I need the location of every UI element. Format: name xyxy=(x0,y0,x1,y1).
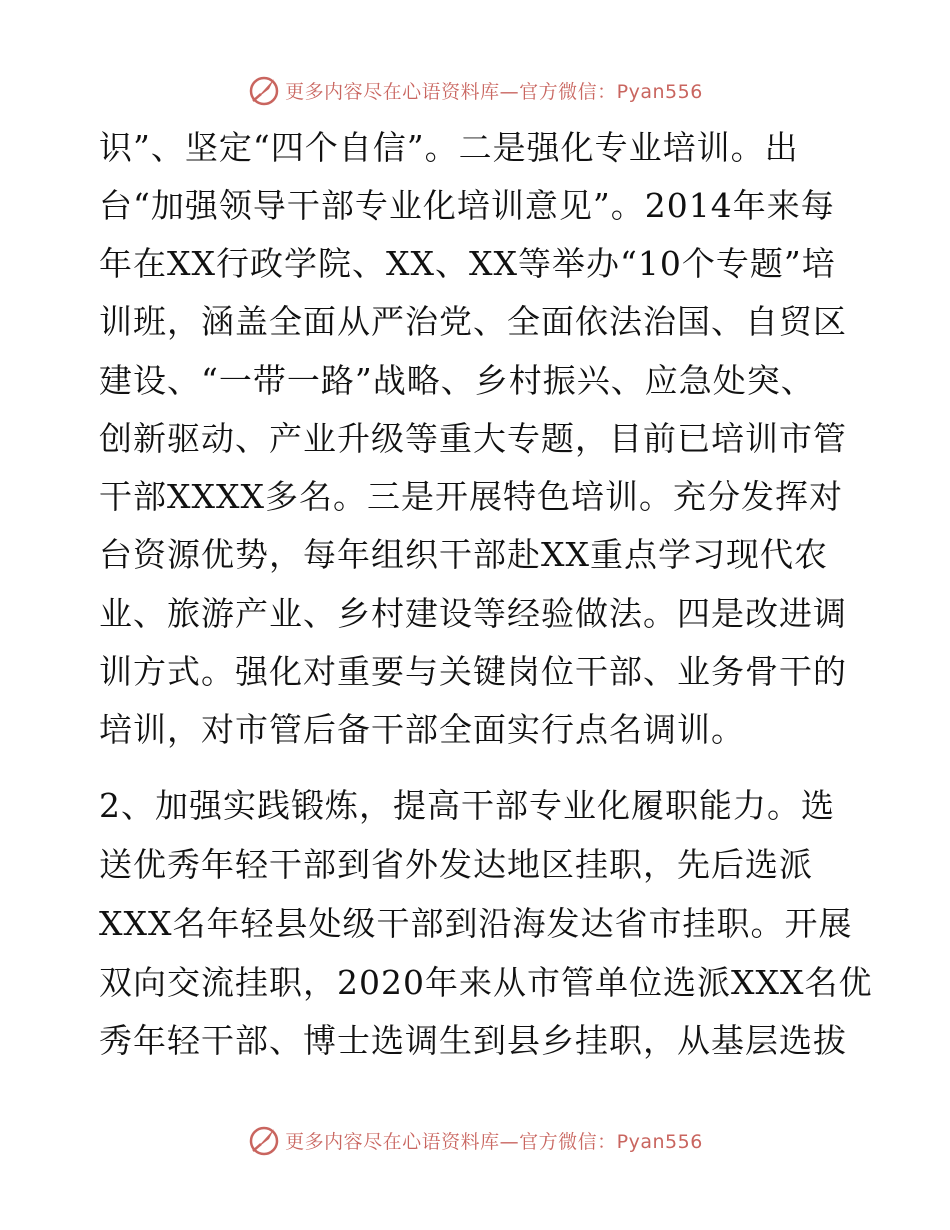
paragraph-1-line: 年在XX行政学院、XX、XX等举办“10个专题”培 xyxy=(99,244,836,283)
paragraph-2-line: 双向交流挂职，2020年来从市管单位选派XXX名优 xyxy=(99,963,873,1002)
paragraph-1-line: 台“加强领导干部专业化培训意见”。2014年来每 xyxy=(99,186,835,225)
paragraph-1-line: 创新驱动、产业升级等重大专题，目前已培训市管 xyxy=(99,419,847,458)
paragraph-1-line: 业、旅游产业、乡村建设等经验做法。四是改进调 xyxy=(99,594,847,633)
paragraph-1-line: 训方式。强化对重要与关键岗位干部、业务骨干的 xyxy=(99,652,847,691)
watermark-text: 更多内容尽在心语资料库—官方微信：Pyan556 xyxy=(285,1130,703,1153)
paragraph-2-line: XXX名年轻县处级干部到沿海发达省市挂职。开展 xyxy=(99,904,853,943)
paragraph-1-line: 识”、坚定“四个自信”。二是强化专业培训。出 xyxy=(99,128,799,167)
paragraph-1-line: 训班，涵盖全面从严治党、全面依法治国、自贸区 xyxy=(99,302,847,341)
paragraph-1-line: 干部XXXX多名。三是开展特色培训。充分发挥对 xyxy=(99,477,843,516)
paragraph-2-line: 秀年轻干部、博士选调生到县乡挂职，从基层选拔 xyxy=(99,1021,847,1060)
paragraph-2-line: 2、加强实践锻炼，提高干部专业化履职能力。选 xyxy=(99,786,835,825)
watermark-text: 更多内容尽在心语资料库—官方微信：Pyan556 xyxy=(285,80,703,103)
paragraph-1-line: 台资源优势，每年组织干部赴XX重点学习现代农 xyxy=(99,535,828,574)
paragraph-1-line: 培训，对市管后备干部全面实行点名调训。 xyxy=(99,710,745,749)
quill-circle-icon xyxy=(247,1123,281,1157)
footer-watermark xyxy=(0,1120,950,1160)
paragraph-2-line: 送优秀年轻干部到省外发达地区挂职，先后选派 xyxy=(99,845,813,884)
paragraph-1-line: 建设、“一带一路”战略、乡村振兴、应急处突、 xyxy=(99,361,815,400)
